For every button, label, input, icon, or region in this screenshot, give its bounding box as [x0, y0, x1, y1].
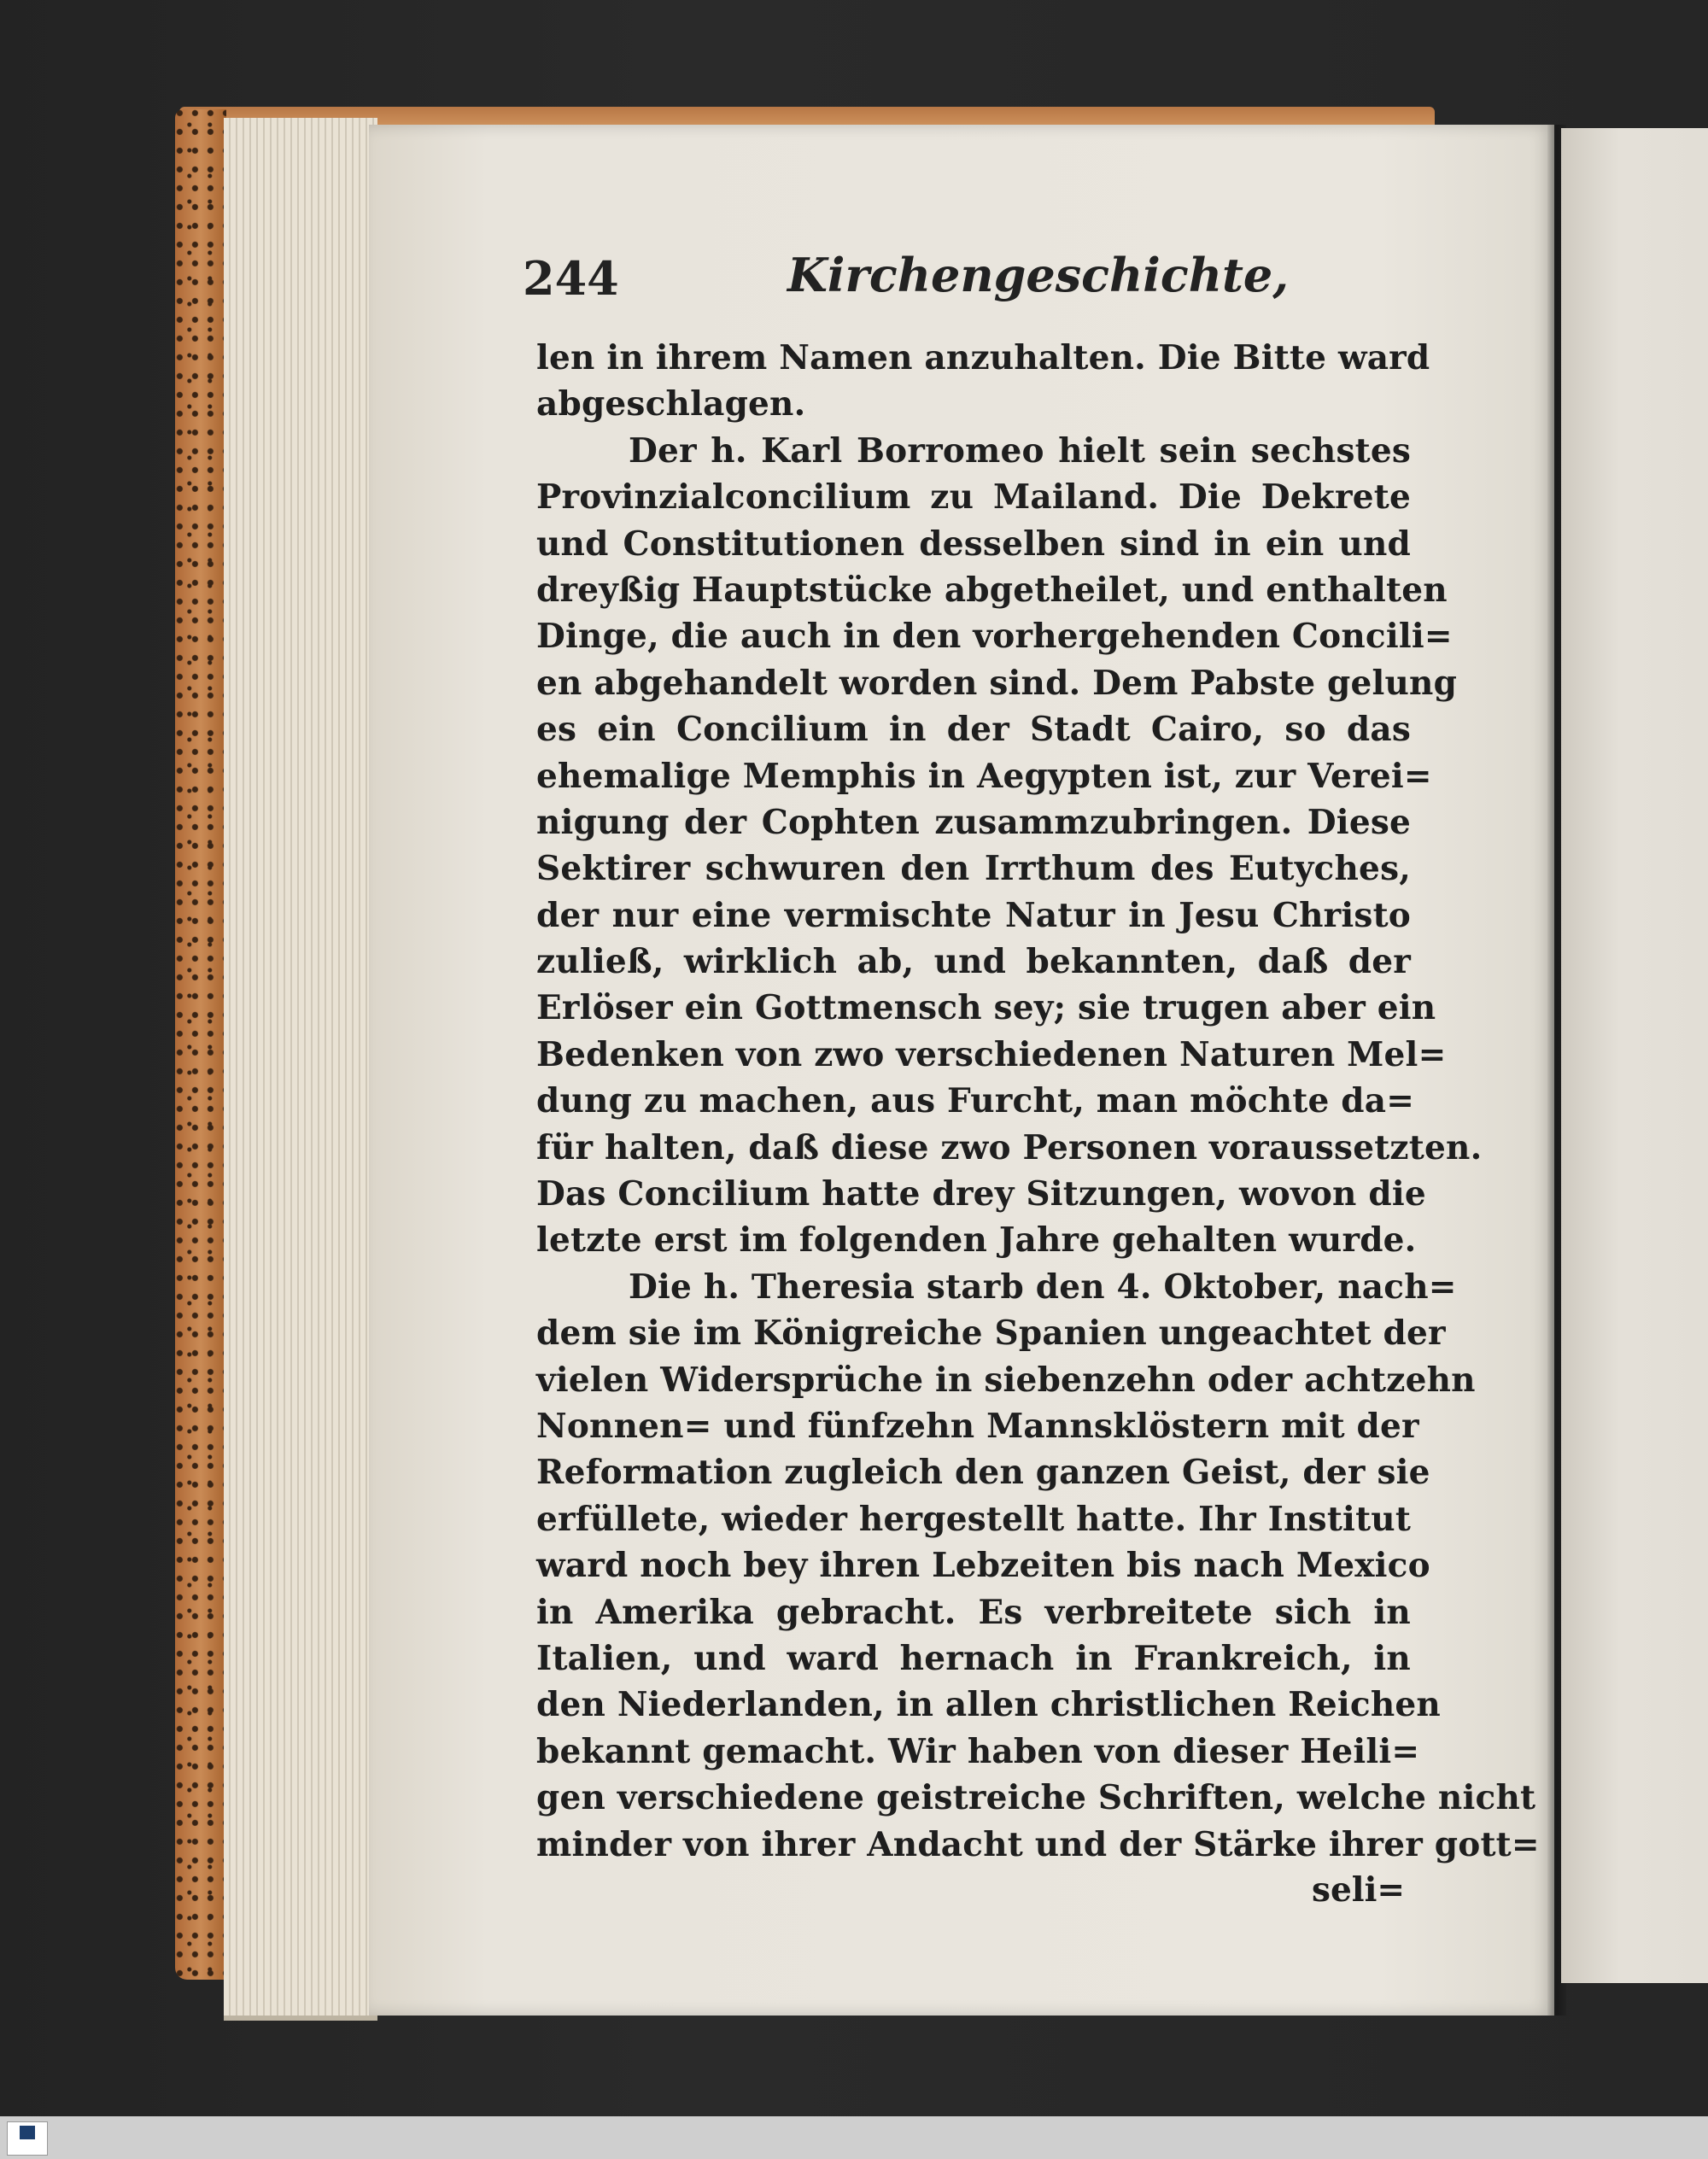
text-line: Das Concilium hatte drey Sitzungen, wovon die	[536, 1174, 1426, 1214]
text-line: ward noch bey ihren Lebzeiten bis nach Mexico	[536, 1546, 1430, 1586]
text-line: den Niederlanden, in allen christlichen Reichen	[536, 1685, 1441, 1725]
page-header	[523, 248, 1411, 316]
text-line: abgeschlagen.	[536, 384, 806, 424]
text-line: Sektirer schwuren den Irrthum des Eutyches,	[536, 849, 1411, 889]
text-line: der nur eine vermischte Natur in Jesu Christo	[536, 895, 1411, 935]
text-line: ehemalige Memphis in Aegypten ist, zur Verei=	[536, 756, 1432, 796]
text-line: nigung der Cophten zusammzubringen. Diese	[536, 802, 1411, 842]
text-line: und Constitutionen desselben sind in ein und	[536, 524, 1411, 564]
text-line: len in ihrem Namen anzuhalten. Die Bitte ward	[536, 338, 1430, 377]
page-block-edges	[224, 118, 377, 2021]
text-line: Die h. Theresia starb den 4. Oktober, nach=	[629, 1267, 1457, 1307]
library-logo-icon	[20, 2126, 35, 2139]
text-line: Italien, und ward hernach in Frankreich, in	[536, 1638, 1411, 1678]
body-text	[536, 335, 1540, 1868]
text-line: Nonnen= und fünfzehn Mannsklöstern mit der	[536, 1406, 1419, 1446]
text-line: gen verschiedene geistreiche Schriften, welche nicht	[536, 1778, 1536, 1818]
text-line: für halten, daß diese zwo Personen voraussetzten.	[536, 1127, 1483, 1167]
text-line: bekannt gemacht. Wir haben von dieser Heili=	[536, 1731, 1420, 1771]
text-line: dem sie im Königreiche Spanien ungeachtet der	[536, 1314, 1446, 1354]
running-title: Kirchengeschichte,	[787, 248, 1290, 302]
text-line: dreyßig Hauptstücke abgetheilet, und enthalten	[536, 570, 1448, 610]
text-line: in Amerika gebracht. Es verbreitete sich in	[536, 1592, 1411, 1632]
text-line: es ein Concilium in der Stadt Cairo, so das	[536, 710, 1411, 750]
text-line: zuließ, wirklich ab, und bekannten, daß der	[536, 942, 1411, 982]
catchword: seli=	[1312, 1870, 1406, 1910]
text-line: Erlöser ein Gottmensch sey; sie trugen aber ein	[536, 988, 1436, 1028]
text-line: Reformation zugleich den ganzen Geist, der sie	[536, 1453, 1430, 1493]
text-line: Bedenken von zwo verschiedenen Naturen Mel=	[536, 1034, 1447, 1074]
viewer-footer-strip	[0, 2116, 1708, 2159]
text-line: Dinge, die auch in den vorhergehenden Concili=	[536, 617, 1453, 657]
text-line: en abgehandelt worden sind. Dem Pabste gelung	[536, 663, 1458, 703]
text-line: letzte erst im folgenden Jahre gehalten wurde.	[536, 1220, 1417, 1261]
text-line: Provinzialconcilium zu Mailand. Die Dekrete	[536, 477, 1411, 518]
facing-page	[1561, 128, 1708, 1983]
text-line: dung zu machen, aus Furcht, man möchte da=	[536, 1081, 1415, 1121]
text-line: vielen Widersprüche in siebenzehn oder achtzehn	[536, 1360, 1476, 1400]
library-logo	[7, 2121, 48, 2156]
book-cover-edge	[175, 109, 226, 1980]
text-line: minder von ihrer Andacht und der Stärke ihrer gott=	[536, 1824, 1540, 1864]
page-number: 244	[523, 251, 619, 306]
text-line: erfüllete, wieder hergestellt hatte. Ihr Institut	[536, 1499, 1412, 1539]
text-line: Der h. Karl Borromeo hielt sein sechstes	[629, 430, 1411, 471]
